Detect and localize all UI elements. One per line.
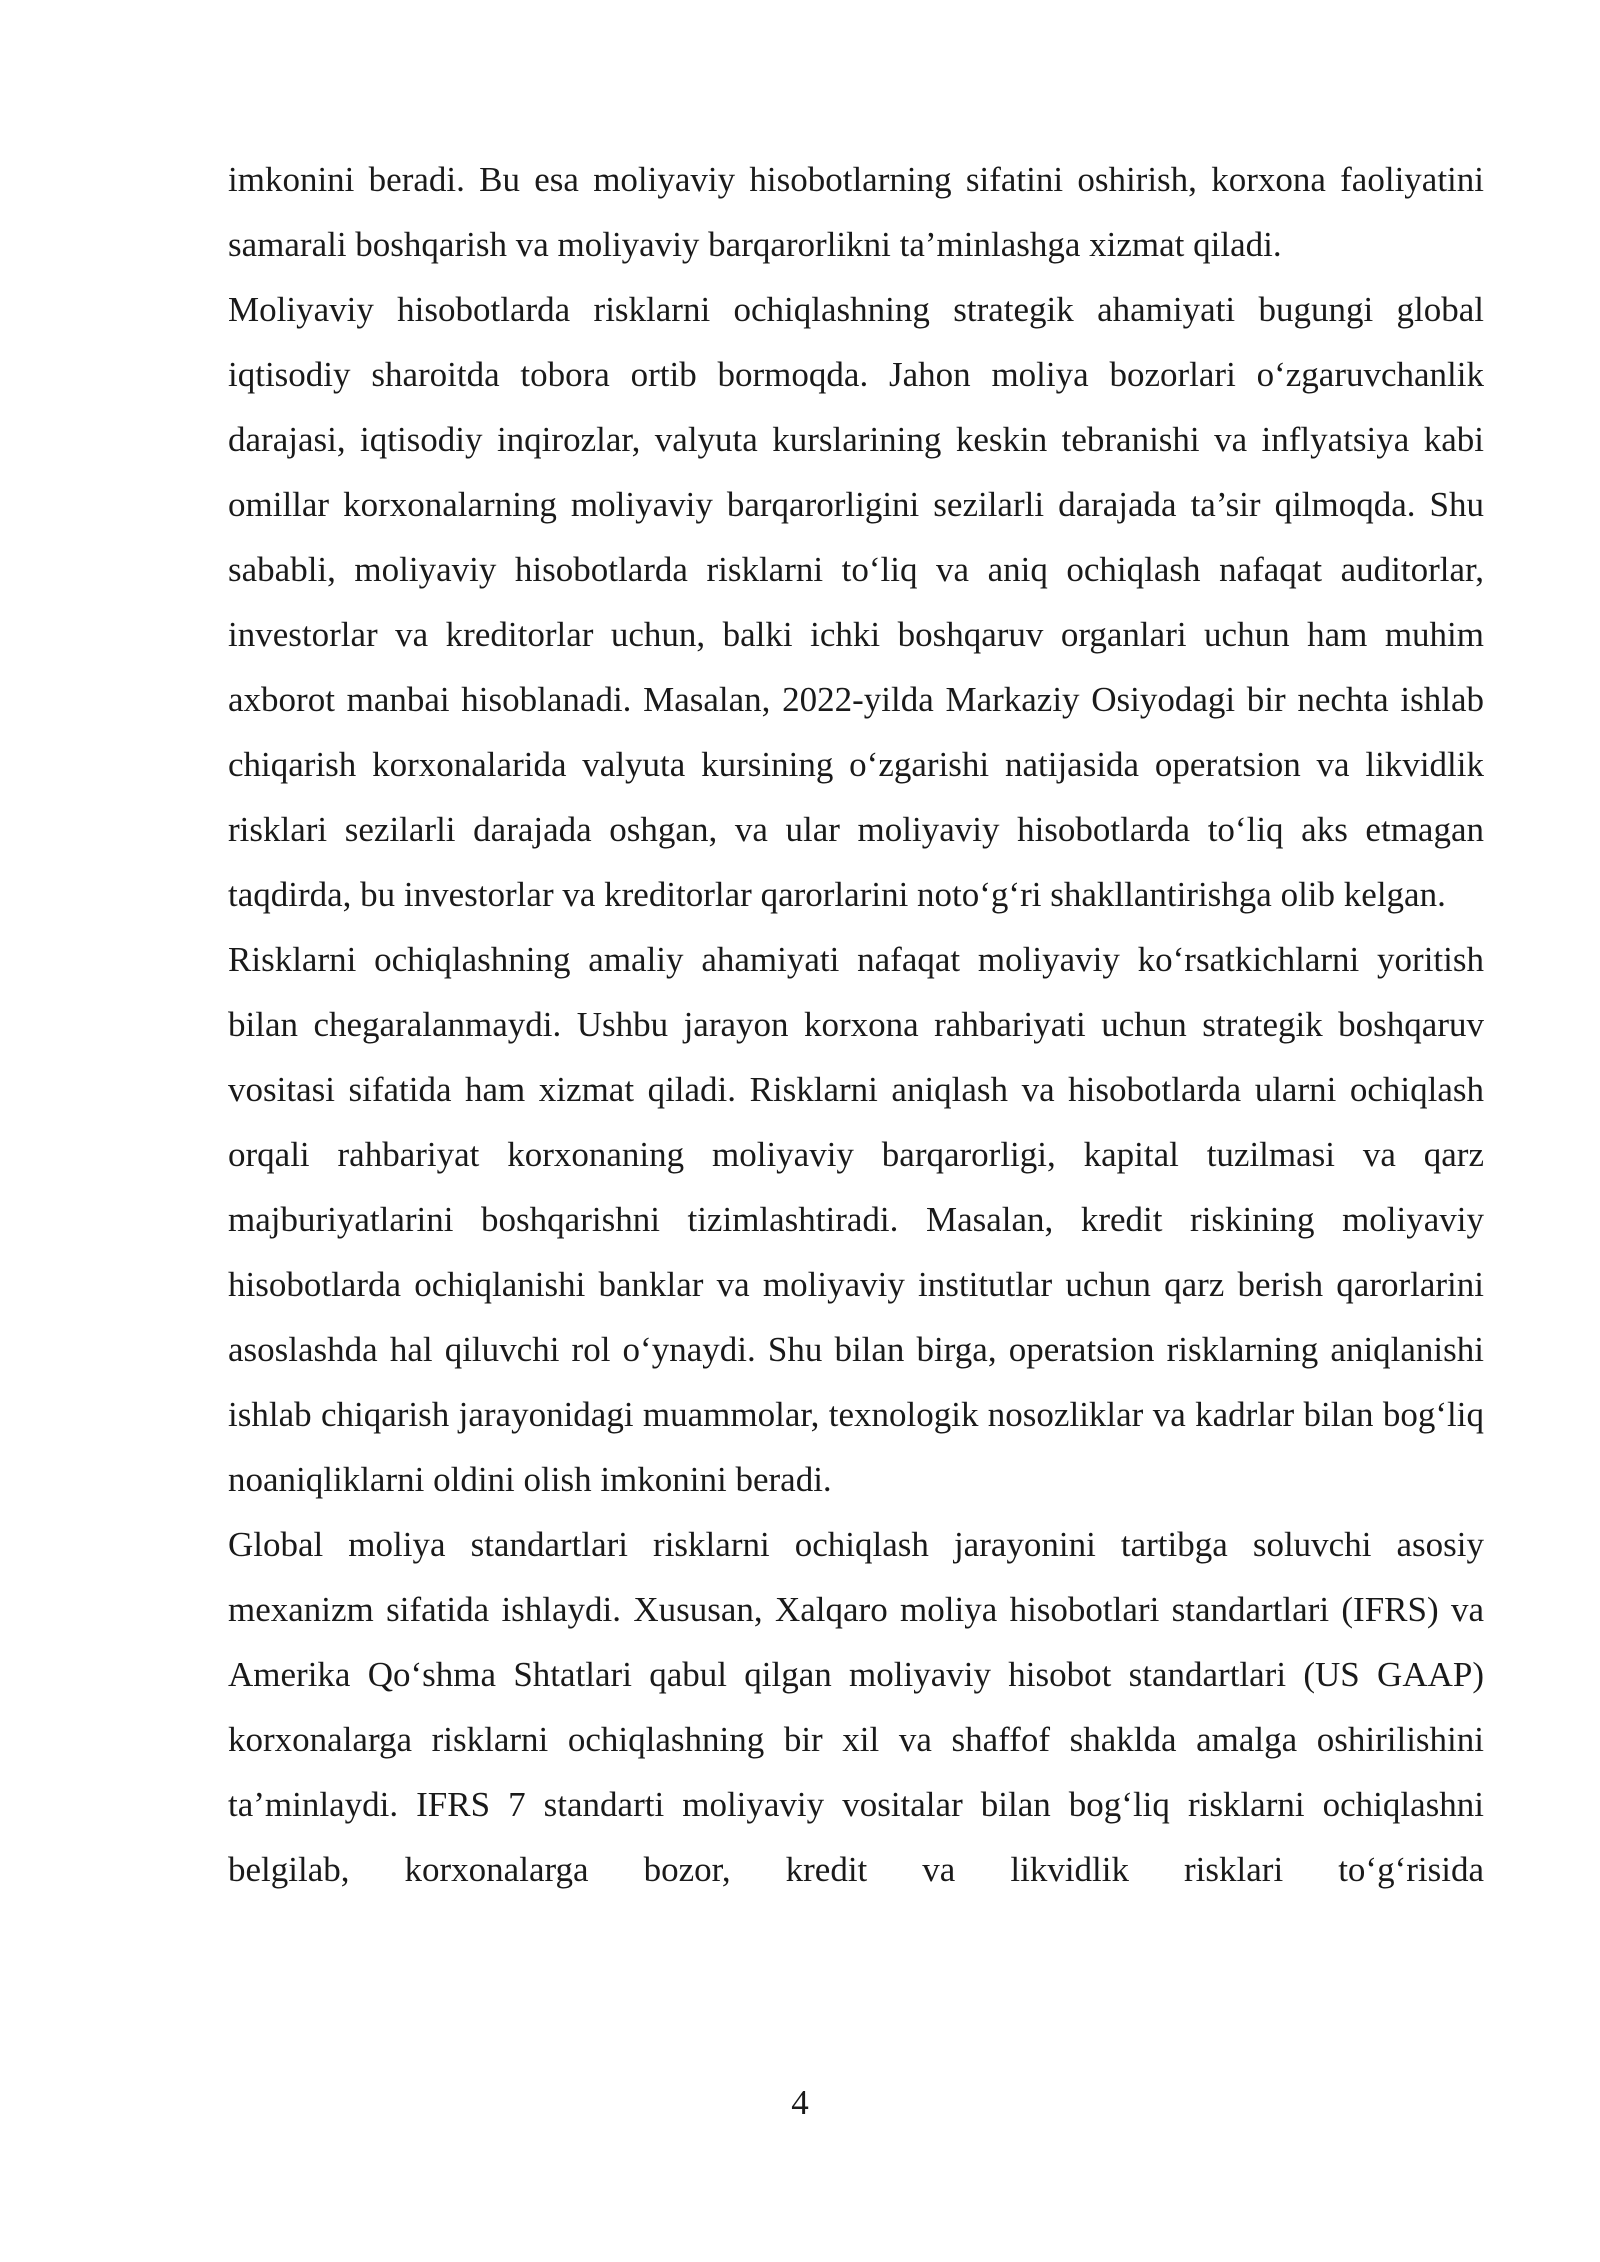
- paragraph-3: Risklarni ochiqlashning amaliy ahamiyati nafaqat moliyaviy ko‘rsatkichlarni yoritish bilan chegaralanmaydi. Ushbu jarayon korxona rahbariyati uchun strategik boshqaruv vositasi sifatida ham xizmat qiladi. Risklarni aniqlash va hisobotlarda ularni ochiqlash orqali rahbariyat korxonaning moliyaviy barqarorligi, kapital tuzilmasi va qarz majburiyatlarini boshqarishni tizimlashtiradi. Masalan, kredit riskining moliyaviy hisobotlarda ochiqlanishi banklar va moliyaviy institutlar uchun qarz berish qarorlarini asoslashda hal qiluvchi rol o‘ynaydi. Shu bilan birga, operatsion risklarning aniqlanishi ishlab chiqarish jarayonidagi muammolar, texnologik nosozliklar va kadrlar bilan bog‘liq noaniqliklarni oldini olish imkonini beradi.: [228, 940, 1484, 1499]
- page-number: 4: [791, 2083, 809, 2122]
- paragraph-2: Moliyaviy hisobotlarda risklarni ochiqlashning strategik ahamiyati bugungi global iqtisodiy sharoitda tobora ortib bormoqda. Jahon moliya bozorlari o‘zgaruvchanlik darajasi, iqtisodiy inqirozlar, valyuta kurslarining keskin tebranishi va inflyatsiya kabi omillar korxonalarning moliyaviy barqarorligini sezilarli darajada ta’sir qilmoqda. Shu sababli, moliyaviy hisobotlarda risklarni to‘liq va aniq ochiqlash nafaqat auditorlar, investorlar va kreditorlar uchun, balki ichki boshqaruv organlari uchun ham muhim axborot manbai hisoblanadi. Masalan, 2022-yilda Markaziy Osiyodagi bir nechta ishlab chiqarish korxonalarida valyuta kursining o‘zgarishi natijasida operatsion va likvidlik risklari sezilarli darajada oshgan, va ular moliyaviy hisobotlarda to‘liq aks etmagan taqdirda, bu investorlar va kreditorlar qarorlarini noto‘g‘ri shakllantirishga olib kelgan.: [228, 290, 1484, 914]
- document-body: [228, 147, 1484, 1902]
- paragraph-4: Global moliya standartlari risklarni ochiqlash jarayonini tartibga soluvchi asosiy mexanizm sifatida ishlaydi. Xususan, Xalqaro moliya hisobotlari standartlari (IFRS) va Amerika Qo‘shma Shtatlari qabul qilgan moliyaviy hisobot standartlari (US GAAP) korxonalarga risklarni ochiqlashning bir xil va shaffof shaklda amalga oshirilishini ta’minlaydi. IFRS 7 standarti moliyaviy vositalar bilan bog‘liq risklarni ochiqlashni belgilab, korxonalarga bozor, kredit va likvidlik risklari to‘g‘risida: [228, 1525, 1484, 1889]
- paragraph-1: imkonini beradi. Bu esa moliyaviy hisobotlarning sifatini oshirish, korxona faoliyatini samarali boshqarish va moliyaviy barqarorlikni ta’minlashga xizmat qiladi.: [228, 160, 1484, 264]
